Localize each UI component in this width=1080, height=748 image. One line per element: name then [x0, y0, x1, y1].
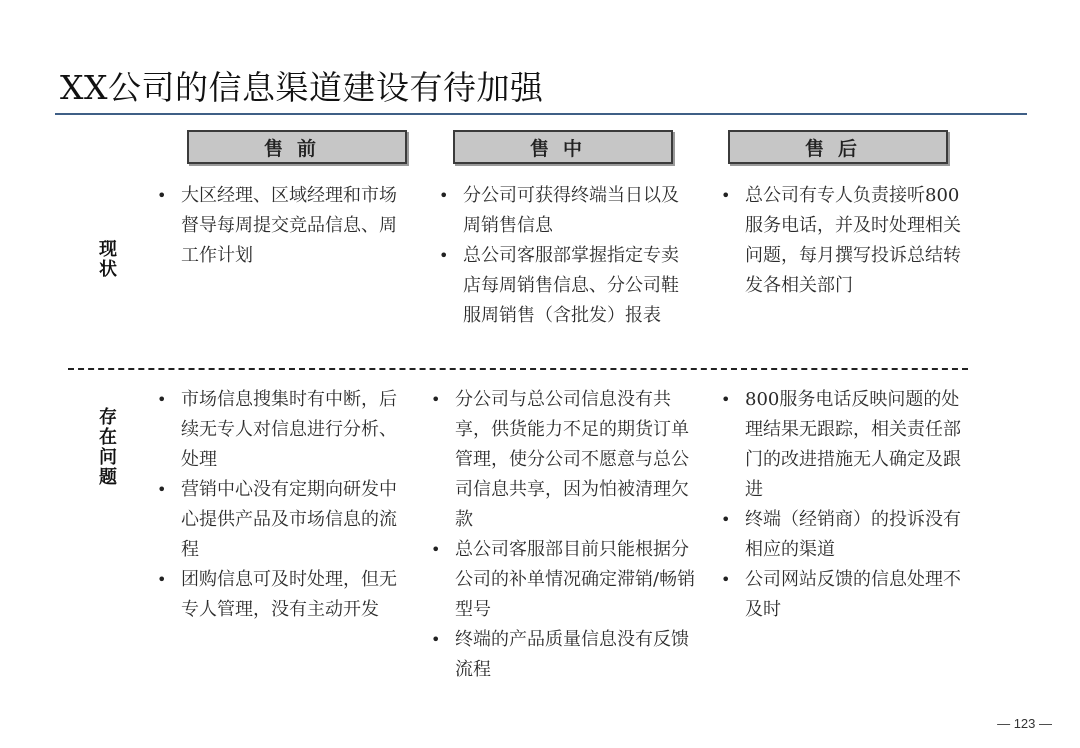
list-item: • 800服务电话反映问题的处理结果无跟踪，相关责任部门的改进措施无人确定及跟进 [719, 385, 963, 505]
list-item: • 总公司客服部目前只能根据分公司的补单情况确定滞销/畅销型号 [429, 535, 697, 625]
cell-problems-in-sale [429, 385, 697, 685]
list-item: • 大区经理、区域经理和市场督导每周提交竞品信息、周工作计划 [155, 181, 403, 271]
cell-status-in-sale [437, 181, 681, 331]
list-item: • 团购信息可及时处理，但无专人管理，没有主动开发 [155, 565, 403, 625]
cell-problems-after-sale [719, 385, 963, 625]
title-underline [55, 113, 1027, 115]
column-header-in-sale: 售中 [453, 130, 673, 164]
list-item: • 公司网站反馈的信息处理不及时 [719, 565, 963, 625]
list-item: • 分公司可获得终端当日以及周销售信息 [437, 181, 681, 241]
list-item: • 分公司与总公司信息没有共享，供货能力不足的期货订单管理，使分公司不愿意与总公司信息共享，因为怕被清理欠款 [429, 385, 697, 535]
row-label-current-status: 现状 [99, 239, 117, 280]
column-header-after-sale: 售后 [728, 130, 948, 164]
page-number: — 123 — [997, 716, 1052, 731]
list-item: • 营销中心没有定期向研发中心提供产品及市场信息的流程 [155, 475, 403, 565]
page-title: XX公司的信息渠道建设有待加强 [60, 68, 544, 107]
list-item: • 终端（经销商）的投诉没有相应的渠道 [719, 505, 963, 565]
list-item: • 终端的产品质量信息没有反馈流程 [429, 625, 697, 685]
row-label-problems: 存在问题 [99, 407, 117, 488]
section-divider [68, 368, 968, 370]
list-item: • 总公司客服部掌握指定专卖店每周销售信息、分公司鞋服周销售（含批发）报表 [437, 241, 681, 331]
cell-problems-pre-sale [155, 385, 403, 625]
cell-status-pre-sale [155, 181, 403, 271]
column-header-pre-sale: 售前 [187, 130, 407, 164]
list-item: • 总公司有专人负责接听800服务电话，并及时处理相关问题，每月撰写投诉总结转发各相关部门 [719, 181, 963, 301]
cell-status-after-sale [719, 181, 963, 301]
list-item: • 市场信息搜集时有中断，后续无专人对信息进行分析、处理 [155, 385, 403, 475]
